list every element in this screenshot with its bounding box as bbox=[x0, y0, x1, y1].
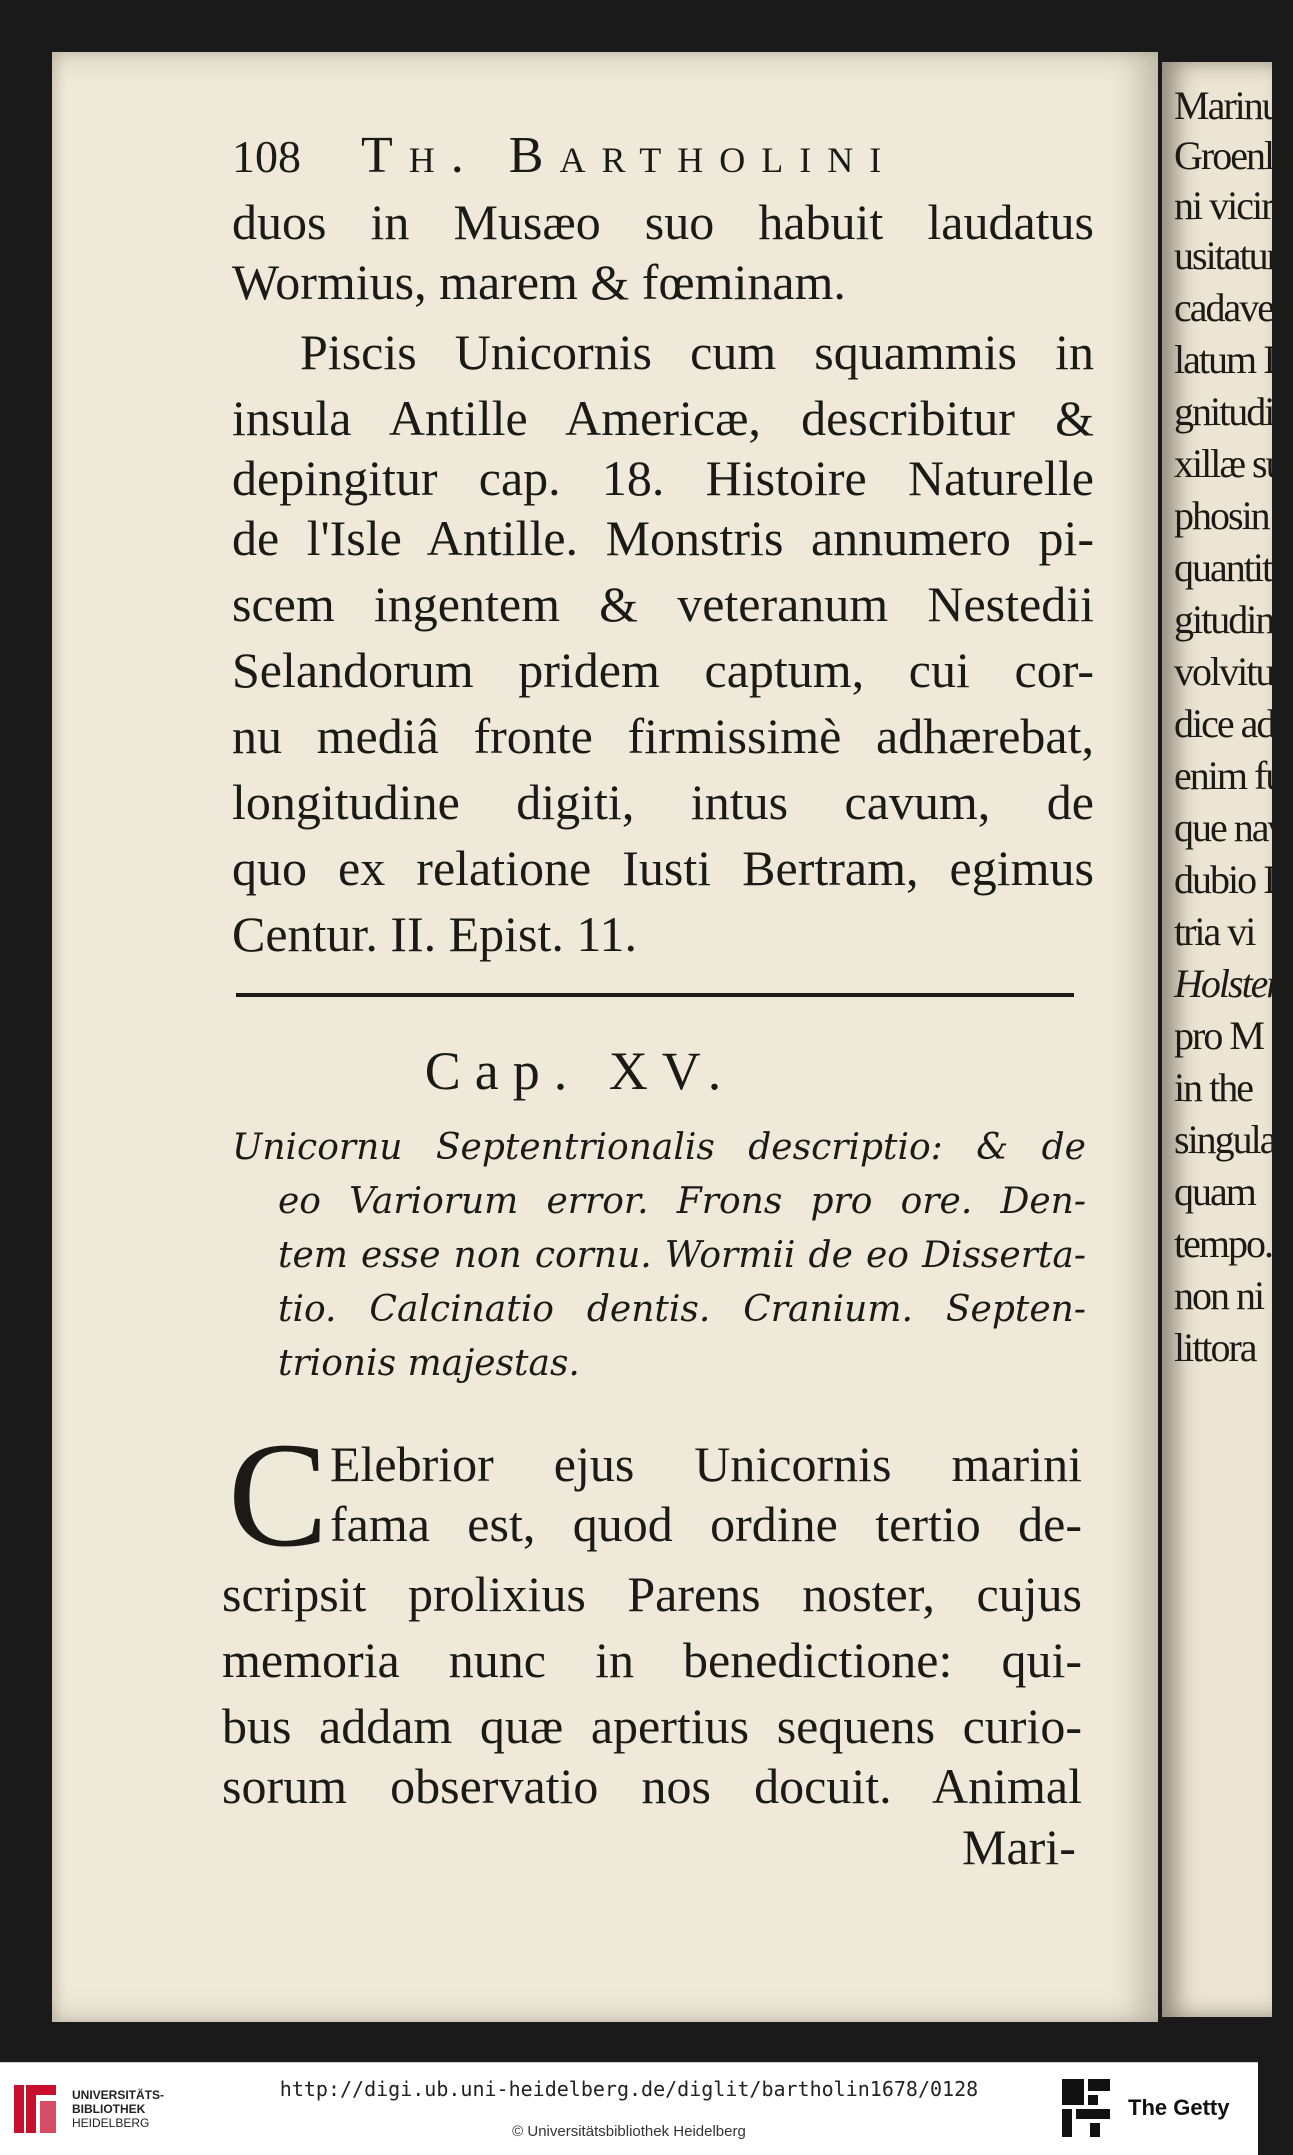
right-page-line: quantit bbox=[1174, 545, 1272, 590]
text-line: Elebrior ejus Unicornis marini bbox=[330, 1436, 1082, 1492]
library-name-line: UNIVERSITÄTS- bbox=[72, 2088, 165, 2102]
chapter-summary-line: Unicornu Septentrionalis descriptio: & de bbox=[232, 1127, 1086, 1168]
partner-name: The Getty bbox=[1128, 2095, 1230, 2120]
getty-logo[interactable] bbox=[1060, 2077, 1229, 2139]
right-page-line: pro M bbox=[1174, 1013, 1263, 1058]
text-line: duos in Musæo suo habuit laudatus bbox=[232, 194, 1094, 250]
right-page-line: quam bbox=[1174, 1169, 1255, 1214]
right-page-line: cadaveri bbox=[1174, 285, 1293, 330]
running-head-title: Th. Bartholini bbox=[361, 127, 898, 184]
drop-capital: C bbox=[228, 1412, 329, 1578]
right-page-line: volvitu bbox=[1174, 649, 1274, 694]
right-page-line: gitudin bbox=[1174, 597, 1274, 642]
text-line: memoria nunc in benedictione: qui- bbox=[222, 1632, 1082, 1688]
chapter-summary-line: trionis majestas. bbox=[278, 1343, 580, 1384]
page-number: 108 bbox=[232, 131, 301, 182]
right-page-line: singula bbox=[1174, 1117, 1276, 1162]
text-line: Centur. II. Epist. 11. bbox=[232, 906, 638, 962]
text-line: Selandorum pridem captum, cui cor- bbox=[232, 642, 1094, 698]
right-page-line: que nav bbox=[1174, 805, 1286, 850]
right-page-line: Groenla bbox=[1174, 133, 1289, 178]
right-page-line: non ni bbox=[1174, 1273, 1264, 1318]
text-line: insula Antille Americæ, describitur & bbox=[232, 390, 1094, 446]
text-line: de l'Isle Antille. Monstris annumero pi- bbox=[232, 510, 1094, 566]
text-line: longitudine digiti, intus cavum, de bbox=[232, 774, 1094, 830]
text-line: Wormius, marem & fœminam. bbox=[232, 254, 846, 310]
text-line: quo ex relatione Iusti Bertram, egimus bbox=[232, 840, 1094, 896]
text-line: bus addam quæ apertius sequens curio- bbox=[222, 1698, 1082, 1754]
chapter-summary-line: tem esse non cornu. Wormii de eo Disserta- bbox=[278, 1235, 1086, 1276]
text-line: nu mediâ fronte firmissimè adhærebat, bbox=[232, 708, 1094, 764]
running-head bbox=[232, 126, 897, 185]
text-line: depingitur cap. 18. Histoire Naturelle bbox=[232, 450, 1094, 506]
library-name-line: BIBLIOTHEK bbox=[72, 2102, 146, 2116]
right-page-line: ni vicir bbox=[1174, 183, 1273, 228]
right-page-line: latum I bbox=[1174, 337, 1275, 382]
right-page-line: phosin i bbox=[1174, 493, 1286, 538]
right-page-line: tempo. bbox=[1174, 1221, 1272, 1266]
right-page-line: usitatun bbox=[1174, 233, 1285, 278]
right-page-line: Marinu bbox=[1174, 83, 1280, 128]
right-page-line: xillæ su bbox=[1174, 441, 1284, 486]
right-page-line: Holsten bbox=[1174, 961, 1285, 1006]
right-page-line: dubio I bbox=[1174, 857, 1275, 902]
right-page-line: in the bbox=[1174, 1065, 1252, 1110]
right-page-line: dice ad bbox=[1174, 701, 1275, 746]
library-name-line: HEIDELBERG bbox=[72, 2116, 150, 2130]
right-page-line: gnitudir bbox=[1174, 389, 1285, 434]
chapter-summary-line: eo Variorum error. Frons pro ore. Den- bbox=[278, 1181, 1086, 1222]
text-line: sorum observatio nos docuit. Animal bbox=[222, 1758, 1082, 1814]
viewer-footer bbox=[0, 2062, 1258, 2155]
chapter-summary-line: tio. Calcinatio dentis. Cranium. Septen- bbox=[278, 1289, 1086, 1330]
text-line: scripsit prolixius Parens noster, cujus bbox=[222, 1566, 1082, 1622]
text-line: Piscis Unicornis cum squammis in bbox=[300, 324, 1094, 380]
section-rule bbox=[236, 993, 1074, 997]
right-page-line: enim fu bbox=[1174, 753, 1284, 798]
catchword: Mari- bbox=[962, 1819, 1076, 1875]
text-line: fama est, quod ordine tertio de- bbox=[330, 1496, 1082, 1552]
text-line: scem ingentem & veteranum Nestedii bbox=[232, 576, 1094, 632]
right-page-edge bbox=[1162, 62, 1293, 2017]
right-page-line: littora bbox=[1174, 1325, 1256, 1370]
copyright-notice: © Universitätsbibliothek Heidelberg bbox=[512, 2123, 746, 2140]
right-page-line: tria vi bbox=[1174, 909, 1255, 954]
chapter-title: Cap. XV. bbox=[424, 1041, 736, 1101]
getty-emblem-icon bbox=[1060, 2077, 1112, 2139]
permalink-url[interactable]: http://digi.ub.uni-heidelberg.de/diglit/bartholin1678/0128 bbox=[279, 2077, 979, 2101]
